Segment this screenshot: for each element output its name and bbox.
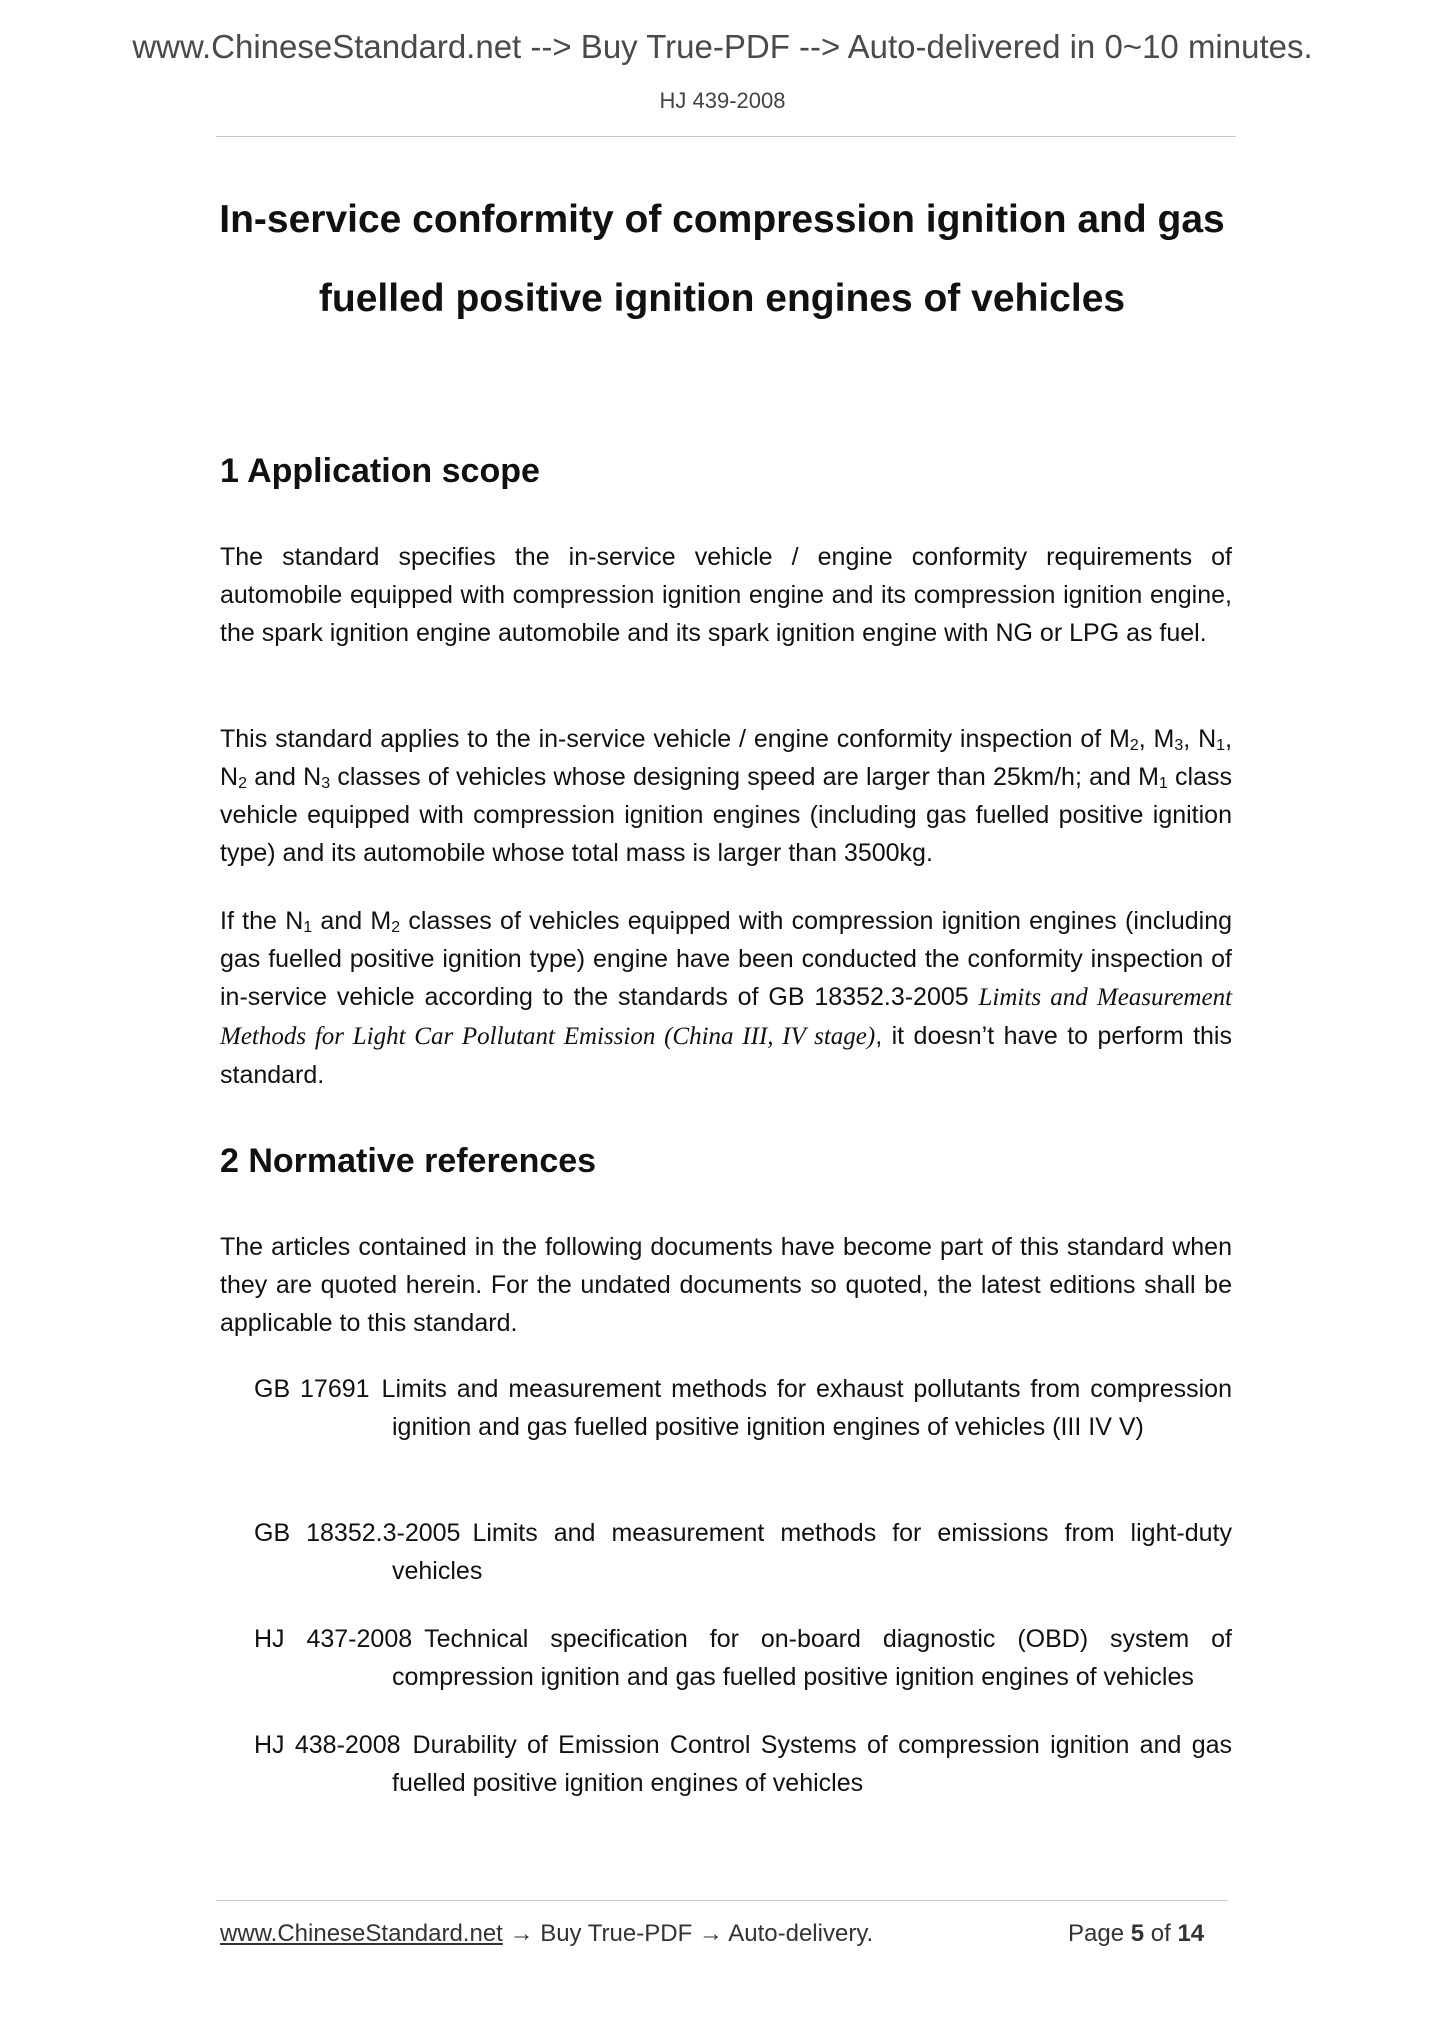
document-title-line-1: In-service conformity of compression ignition and gas <box>219 198 1225 241</box>
page-number: 5 <box>1130 1920 1145 1947</box>
site-banner: www.ChineseStandard.net --> Buy True-PDF --> Auto-delivered in 0~10 minutes. <box>132 28 1313 65</box>
arrow-right-icon: → <box>698 1920 723 1947</box>
header-divider <box>216 136 1236 137</box>
paragraph-scope-3: If the $N_1$ and $M_2$ classes of vehicles equipped with compression ignition engines (including gas fuelled positive ignition type) engine have been conducted the conformity inspection of in-service vehicle according to the standards of GB 18352.3-2005 Limits and Measurement Methods for Light Car Pollutant Emission (China III, IV stage), it doesn’t have to perform this standard. <box>220 907 1233 1089</box>
document-code: HJ 439-2008 <box>659 88 786 113</box>
section-heading-normative-references: 2 Normative references <box>220 1142 597 1180</box>
reference-item: HJ 438-2008 Durability of Emission Control Systems of compression ignition and gas fuelled positive ignition engines of vehicles <box>254 1731 1232 1797</box>
footer-promo <box>220 1920 873 1948</box>
reference-item: HJ 437-2008 Technical specification for on-board diagnostic (OBD) system of compression ignition and gas fuelled positive ignition engines of vehicles <box>254 1625 1232 1691</box>
paragraph-scope-2: This standard applies to the in-service vehicle / engine conformity inspection of $M_2$, $M_3$, $N_1$, $N_2$ and $N_3$ classes of vehicles whose designing speed are larger than 25km/h; and $M_1$ class vehicle equipped with compression ignition engines (including gas fuelled positive ignition type) and its automobile whose total mass is larger than 3500kg. <box>220 725 1233 867</box>
paragraph-references-intro: The articles contained in the following documents have become part of this standard when they are quoted herein. For the undated documents so quoted, the latest editions shall be applicable to this standard. <box>220 1233 1232 1337</box>
reference-item: GB 18352.3-2005 Limits and measurement methods for emissions from light-duty vehicles <box>254 1519 1232 1585</box>
document-title-line-2: fuelled positive ignition engines of vehicles <box>318 277 1126 320</box>
cited-standard-title: Limits and Measurement Methods for Light Car Pollutant Emission (China III, IV stage) <box>220 984 1233 1050</box>
footer-buy-text: Buy True-PDF <box>540 1920 693 1947</box>
footer-divider <box>216 1900 1228 1901</box>
page-total: 14 <box>1177 1920 1205 1947</box>
paragraph-scope-1: The standard specifies the in-service vehicle / engine conformity requirements of automobile equipped with compression ignition engine and its compression ignition engine, the spark ignition engine automobile and its spark ignition engine with NG or LPG as fuel. <box>220 543 1232 647</box>
footer-site-link[interactable]: www.ChineseStandard.net <box>220 1920 503 1947</box>
arrow-right-icon: → <box>509 1920 534 1947</box>
page-indicator: Page 5 of 14 <box>1068 1920 1205 1947</box>
footer-delivery-text: Auto-delivery. <box>728 1920 874 1947</box>
reference-item: GB 17691 Limits and measurement methods for exhaust pollutants from compression ignition and gas fuelled positive ignition engines of vehicles (III IV V) <box>254 1375 1232 1441</box>
section-heading-application-scope: 1 Application scope <box>220 452 540 490</box>
